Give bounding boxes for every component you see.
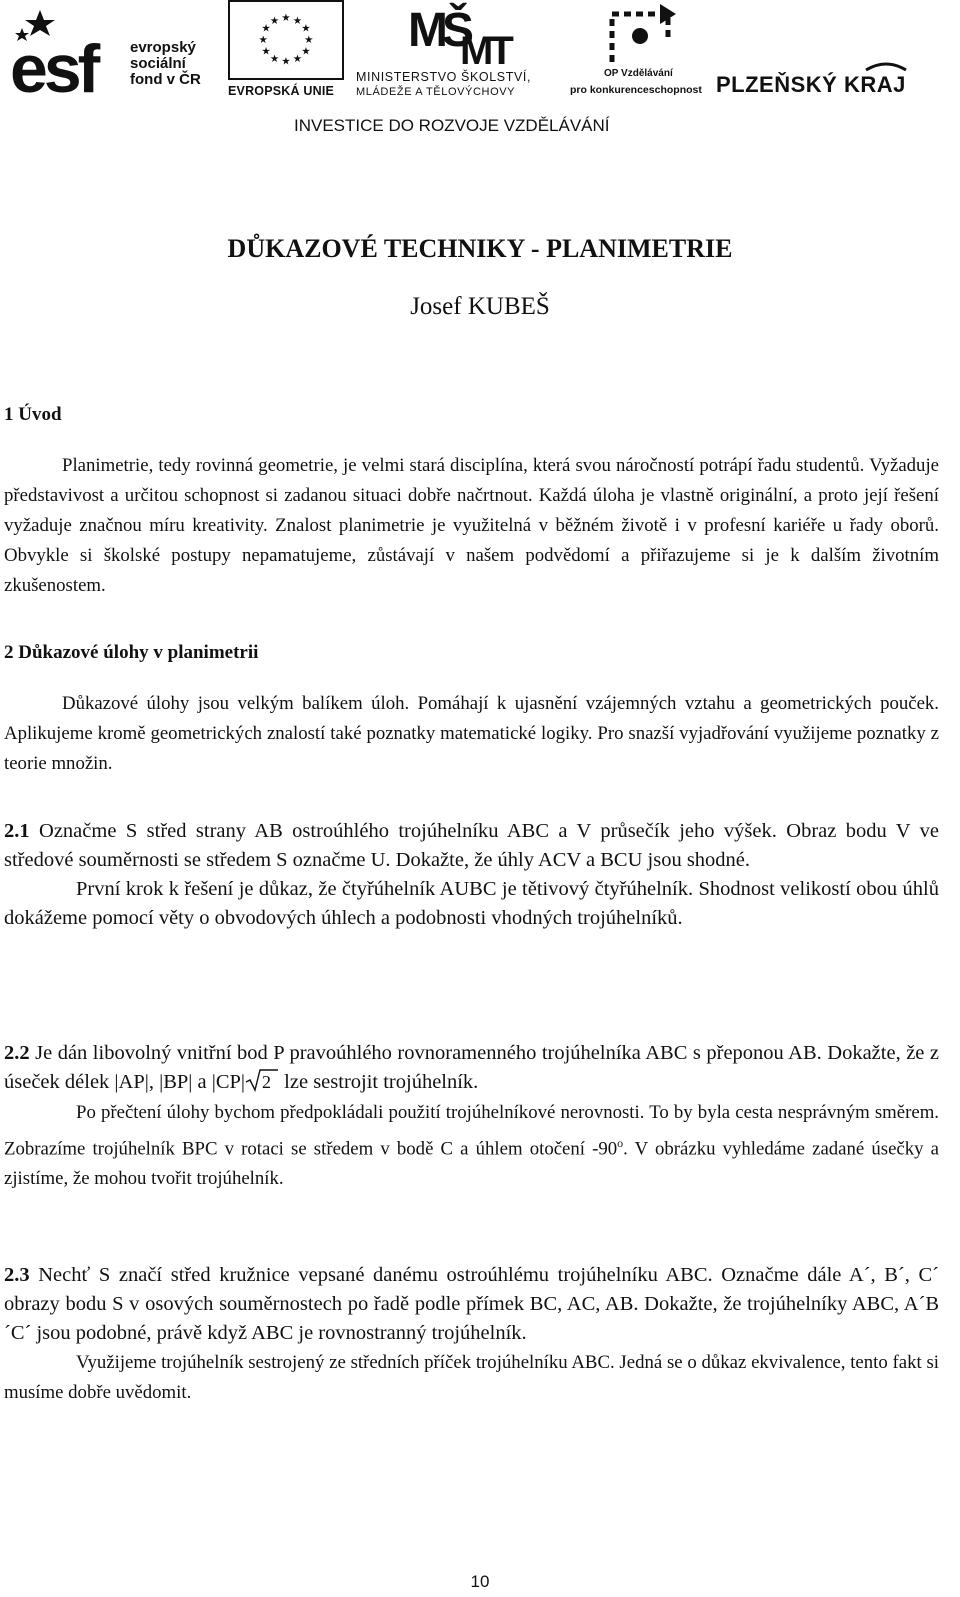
task-2-1-text: Označme S střed strany AB ostroúhlého trojúhelníku ABC a V průsečík jeho výšek. Obraz bodu V ve středové souměrnosti se středem S označme U. Dokažte, že úhly ACV a BCU jsou shodné.: [4, 820, 939, 871]
task-2-1-solution: První krok k řešení je důkaz, že čtyřúhelník AUBC je tětivový čtyřúhelník. Shodnost velikostí obou úhlů dokážeme pomocí věty o obvodových úhlech a podobnosti vhodných trojúhelníků.: [4, 878, 939, 929]
msmt-line2: MLÁDEŽE A TĚLOVÝCHOVY: [356, 86, 516, 98]
esf-line2: sociální: [130, 55, 186, 72]
section1-paragraph: Planimetrie, tedy rovinná geometrie, je velmi stará disciplína, která svou náročností potrápí řadu studentů. Vyžaduje představivost a určitou schopnost si zadanou situaci dobře načrtnout. Každá úloha je vlastně originální, a proto její řešení vyžaduje značnou míru kreativity. Znalost planimetrie je využitelná v běžném životě i v profesní kariéře u řady oborů. Obvykle si školské postupy nepamatujeme, zůstávají v našem podvědomí a přiřazujeme si je k dalším životním zkušenostem.: [4, 455, 939, 596]
task-2-2-solution-b: . V obrázku vyhledáme zadané úsečky a zjistíme, že mohou tvořit trojúhelník.: [4, 1138, 939, 1190]
eu-label: EVROPSKÁ UNIE: [228, 84, 335, 98]
task-2-3: [4, 1261, 939, 1408]
svg-text:★: ★: [304, 33, 314, 46]
task-2-2-comma: ,: [148, 1071, 160, 1093]
task-2-3-solution: Využijeme trojúhelník sestrojený ze středních příček trojúhelníku ABC. Jedná se o důkaz ekvivalence, tento fakt si musíme dobře uvědomit.: [4, 1352, 939, 1403]
task-2-2: [4, 1039, 939, 1194]
section2-paragraph: Důkazové úlohy jsou velkým balíkem úloh. Pomáhají k ujasnění vzájemných vztahu a geometrických pouček. Aplikujeme kromě geometrických znalostí také poznatky matematické logiky. Pro snazší vyjadřování využijeme poznatky z teorie množin.: [4, 693, 939, 774]
segment-bp: |BP|: [159, 1071, 193, 1093]
segment-ap: |AP|: [114, 1071, 149, 1093]
kraj-crest-icon: [716, 58, 946, 72]
task-2-3-statement: [4, 1261, 939, 1348]
degree-sign: o: [617, 1136, 624, 1150]
author: Josef KUBEŠ: [410, 293, 550, 320]
svg-text:MT: MT: [460, 29, 510, 66]
svg-text:★: ★: [301, 22, 311, 35]
task-2-2-number: 2.2: [4, 1042, 30, 1064]
svg-text:★: ★: [269, 52, 280, 65]
task-2-1: [4, 817, 939, 933]
svg-text:★: ★: [292, 14, 303, 27]
task-2-2-and: a: [192, 1071, 212, 1093]
sqrt-value: 2: [262, 1072, 272, 1092]
svg-text:★: ★: [292, 52, 303, 65]
esf-logo-icon: [10, 6, 122, 96]
plzensky-kraj-logo: [716, 58, 946, 102]
investice-banner: INVESTICE DO ROZVOJE VZDĚLÁVÁNÍ: [294, 116, 610, 135]
page-title: DŮKAZOVÉ TECHNIKY - PLANIMETRIE: [227, 234, 733, 263]
page-number: 10: [470, 1572, 490, 1591]
task-2-3-number: 2.3: [4, 1264, 30, 1286]
msmt-logo: [356, 0, 566, 102]
sqrt-two-icon: [245, 1068, 279, 1092]
task-2-2-text-a: Je dán libovolný vnitřní bod P pravoúhlého rovnoramenného trojúhelníka ABC s přeponou AB. Dokažte, že z úseček délek: [4, 1042, 939, 1093]
section1-body: [4, 451, 939, 601]
task-2-3-text: Nechť S značí střed kružnice vepsané danému ostroúhlému trojúhelníku ABC. Označme dále A´, B´, C´ obrazy bodu S v osových souměrnostech po řadě podle přímek BC, AC, AB. Dokažte, že trojúhelníky ABC, A´B´C´ jsou podobné, právě když ABC je rovnostranný trojúhelník.: [4, 1264, 939, 1344]
section2-heading: 2 Důkazové úlohy v planimetrii: [4, 642, 259, 663]
op-line2: pro konkurenceschopnost: [570, 84, 702, 96]
svg-text:★: ★: [281, 12, 291, 25]
op-arrow-icon: [602, 0, 682, 66]
task-2-2-statement: [4, 1039, 939, 1097]
task-2-1-number: 2.1: [4, 820, 30, 842]
eu-logo: [228, 0, 346, 102]
op-logo: [570, 0, 710, 102]
op-line1: OP Vzdělávání: [604, 68, 673, 79]
svg-text:★: ★: [258, 33, 268, 46]
segment-cp: |CP|: [211, 1071, 246, 1093]
svg-text:★: ★: [261, 45, 271, 58]
kraj-label: PLZEŇSKÝ KRAJ: [716, 72, 906, 97]
svg-text:esf: esf: [10, 31, 97, 96]
esf-line1: evropský: [130, 39, 196, 56]
task-2-2-text-b: lze sestrojit trojúhelník.: [279, 1071, 479, 1093]
section2-body: [4, 689, 939, 779]
svg-text:★: ★: [301, 45, 311, 58]
task-2-1-statement: [4, 817, 939, 875]
eu-flag-icon: [228, 0, 344, 80]
task-2-2-solution: [4, 1098, 939, 1194]
msmt-monogram-icon: [408, 0, 518, 66]
header-logos: [0, 0, 960, 145]
svg-text:MŠ: MŠ: [408, 4, 468, 57]
section1-heading: 1 Úvod: [4, 404, 62, 425]
task-2-2-solution-a: Po přečtení úlohy bychom předpokládali použití trojúhelníkové nerovnosti. To by byla cesta nesprávným směrem. Zobrazíme trojúhelník BPC v rotaci se středem v bodě C a úhlem otočení -90: [4, 1102, 939, 1160]
svg-text:★: ★: [261, 22, 271, 35]
esf-line3: fond v ČR: [130, 71, 201, 88]
svg-text:★: ★: [281, 55, 291, 68]
svg-text:★: ★: [269, 14, 280, 27]
esf-text: [130, 40, 201, 88]
msmt-line1: MINISTERSTVO ŠKOLSTVÍ,: [356, 70, 532, 84]
